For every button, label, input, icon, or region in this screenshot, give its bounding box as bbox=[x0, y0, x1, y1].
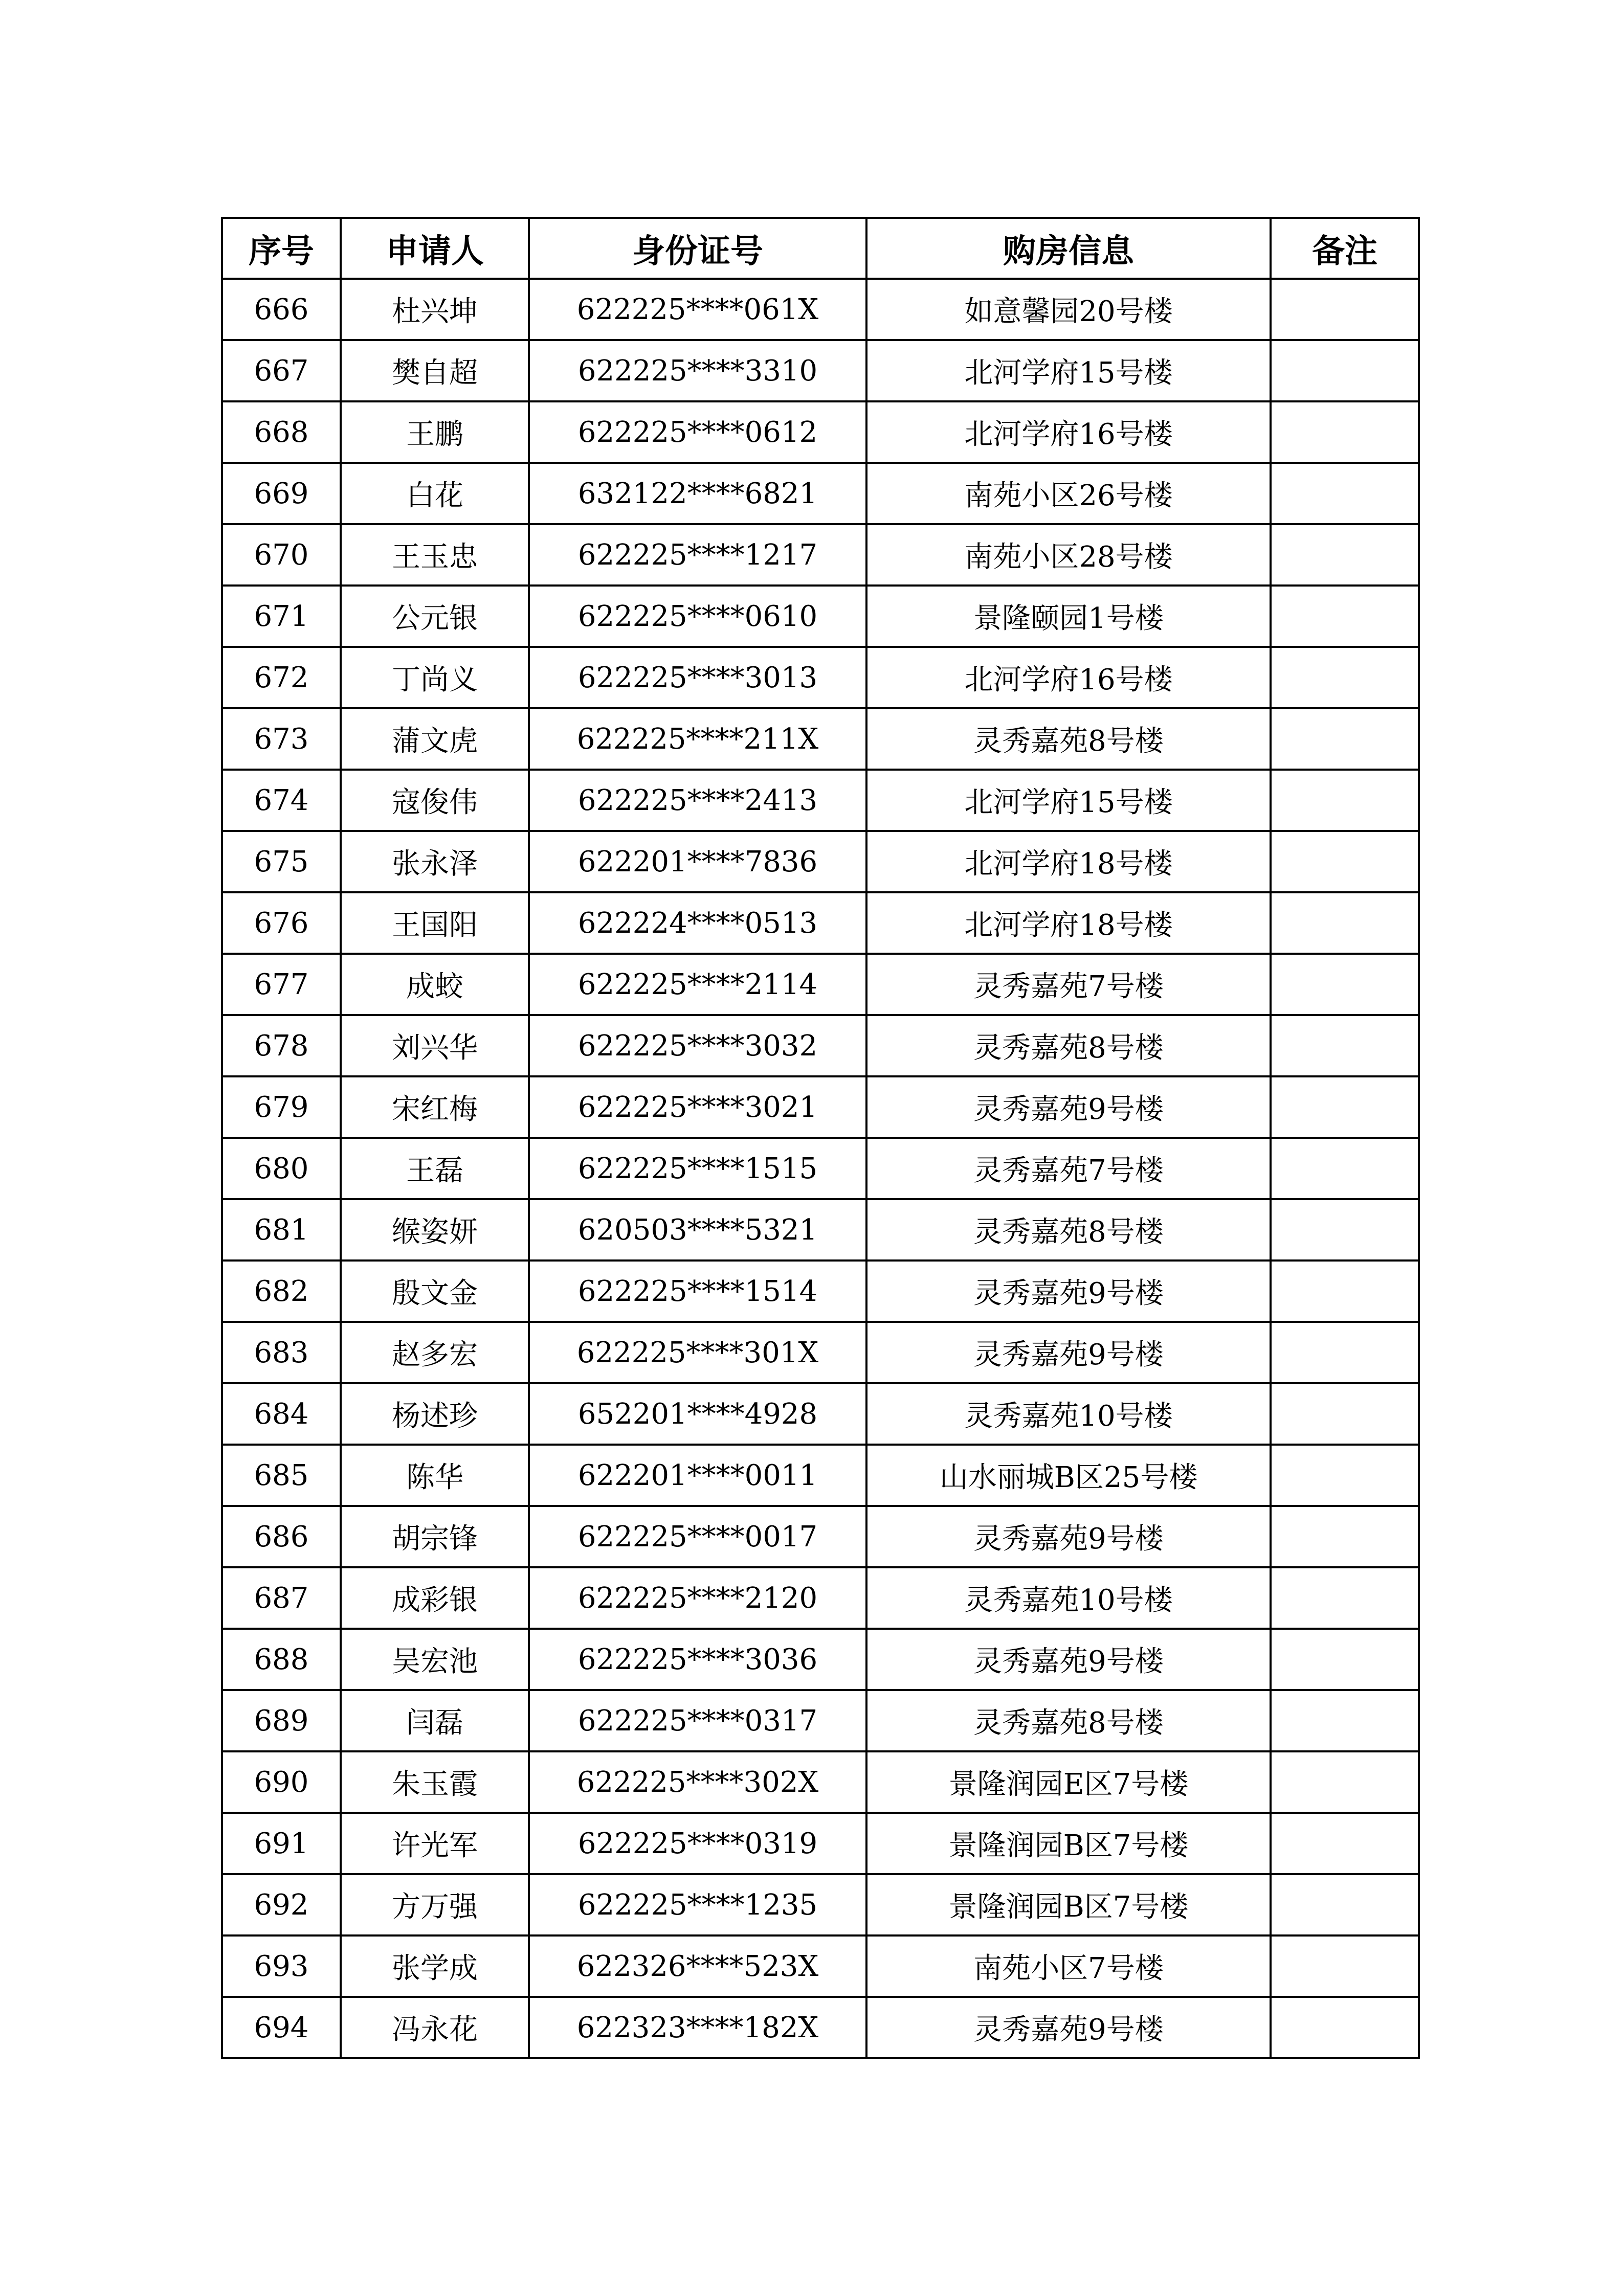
cell-name: 张永泽 bbox=[341, 831, 529, 892]
cell-id: 622225****0317 bbox=[529, 1690, 866, 1751]
cell-name: 丁尚义 bbox=[341, 647, 529, 708]
cell-id: 622225****3310 bbox=[529, 340, 866, 401]
cell-id: 622225****302X bbox=[529, 1751, 866, 1813]
cell-id: 622225****2413 bbox=[529, 770, 866, 831]
cell-note bbox=[1271, 1874, 1419, 1935]
cell-note bbox=[1271, 1260, 1419, 1322]
cell-no: 688 bbox=[222, 1629, 341, 1690]
table-row bbox=[222, 1383, 1419, 1445]
table-row bbox=[222, 463, 1419, 524]
cell-house: 灵秀嘉苑8号楼 bbox=[866, 708, 1271, 770]
cell-name: 公元银 bbox=[341, 586, 529, 647]
cell-house: 南苑小区7号楼 bbox=[866, 1935, 1271, 1997]
table-row bbox=[222, 708, 1419, 770]
cell-note bbox=[1271, 1997, 1419, 2058]
cell-house: 灵秀嘉苑10号楼 bbox=[866, 1567, 1271, 1629]
cell-id: 622225****1217 bbox=[529, 524, 866, 586]
cell-note bbox=[1271, 1935, 1419, 1997]
cell-no: 693 bbox=[222, 1935, 341, 1997]
cell-name: 方万强 bbox=[341, 1874, 529, 1935]
header-name: 申请人 bbox=[341, 218, 529, 279]
cell-id: 622323****182X bbox=[529, 1997, 866, 2058]
cell-house: 南苑小区28号楼 bbox=[866, 524, 1271, 586]
cell-note bbox=[1271, 279, 1419, 340]
table-row bbox=[222, 831, 1419, 892]
cell-no: 680 bbox=[222, 1138, 341, 1199]
cell-note bbox=[1271, 586, 1419, 647]
cell-house: 北河学府16号楼 bbox=[866, 401, 1271, 463]
cell-id: 622201****7836 bbox=[529, 831, 866, 892]
cell-note bbox=[1271, 1690, 1419, 1751]
cell-note bbox=[1271, 1629, 1419, 1690]
cell-id: 622225****0610 bbox=[529, 586, 866, 647]
cell-id: 622225****3013 bbox=[529, 647, 866, 708]
cell-name: 王国阳 bbox=[341, 892, 529, 954]
cell-name: 刘兴华 bbox=[341, 1015, 529, 1076]
cell-house: 灵秀嘉苑8号楼 bbox=[866, 1690, 1271, 1751]
cell-id: 632122****6821 bbox=[529, 463, 866, 524]
cell-no: 683 bbox=[222, 1322, 341, 1383]
cell-name: 杨述珍 bbox=[341, 1383, 529, 1445]
cell-id: 622225****3032 bbox=[529, 1015, 866, 1076]
table-row bbox=[222, 1813, 1419, 1874]
cell-house: 灵秀嘉苑9号楼 bbox=[866, 1076, 1271, 1138]
cell-note bbox=[1271, 1813, 1419, 1874]
cell-note bbox=[1271, 524, 1419, 586]
table-row bbox=[222, 770, 1419, 831]
table-header-row bbox=[222, 218, 1419, 279]
cell-name: 殷文金 bbox=[341, 1260, 529, 1322]
cell-id: 622225****2120 bbox=[529, 1567, 866, 1629]
cell-no: 670 bbox=[222, 524, 341, 586]
cell-house: 北河学府15号楼 bbox=[866, 340, 1271, 401]
cell-note bbox=[1271, 1076, 1419, 1138]
cell-no: 666 bbox=[222, 279, 341, 340]
table-row bbox=[222, 1997, 1419, 2058]
cell-note bbox=[1271, 770, 1419, 831]
cell-no: 675 bbox=[222, 831, 341, 892]
cell-no: 694 bbox=[222, 1997, 341, 2058]
table-row bbox=[222, 279, 1419, 340]
cell-no: 668 bbox=[222, 401, 341, 463]
cell-name: 朱玉霞 bbox=[341, 1751, 529, 1813]
cell-note bbox=[1271, 1138, 1419, 1199]
cell-id: 622225****2114 bbox=[529, 954, 866, 1015]
cell-name: 胡宗锋 bbox=[341, 1506, 529, 1567]
table-row bbox=[222, 1015, 1419, 1076]
cell-no: 685 bbox=[222, 1445, 341, 1506]
cell-no: 687 bbox=[222, 1567, 341, 1629]
cell-name: 张学成 bbox=[341, 1935, 529, 1997]
cell-note bbox=[1271, 463, 1419, 524]
cell-name: 成蛟 bbox=[341, 954, 529, 1015]
cell-house: 灵秀嘉苑10号楼 bbox=[866, 1383, 1271, 1445]
cell-house: 如意馨园20号楼 bbox=[866, 279, 1271, 340]
cell-no: 673 bbox=[222, 708, 341, 770]
cell-no: 681 bbox=[222, 1199, 341, 1260]
cell-no: 682 bbox=[222, 1260, 341, 1322]
cell-id: 622225****1235 bbox=[529, 1874, 866, 1935]
cell-name: 缑姿妍 bbox=[341, 1199, 529, 1260]
cell-no: 669 bbox=[222, 463, 341, 524]
cell-name: 樊自超 bbox=[341, 340, 529, 401]
cell-no: 667 bbox=[222, 340, 341, 401]
cell-note bbox=[1271, 1751, 1419, 1813]
cell-note bbox=[1271, 1199, 1419, 1260]
table-row bbox=[222, 524, 1419, 586]
table-row bbox=[222, 1199, 1419, 1260]
cell-name: 王磊 bbox=[341, 1138, 529, 1199]
cell-name: 闫磊 bbox=[341, 1690, 529, 1751]
cell-house: 南苑小区26号楼 bbox=[866, 463, 1271, 524]
cell-note bbox=[1271, 954, 1419, 1015]
cell-id: 622225****0612 bbox=[529, 401, 866, 463]
cell-note bbox=[1271, 340, 1419, 401]
cell-id: 622225****3036 bbox=[529, 1629, 866, 1690]
cell-house: 北河学府15号楼 bbox=[866, 770, 1271, 831]
cell-id: 620503****5321 bbox=[529, 1199, 866, 1260]
header-no: 序号 bbox=[222, 218, 341, 279]
cell-no: 690 bbox=[222, 1751, 341, 1813]
cell-name: 白花 bbox=[341, 463, 529, 524]
cell-note bbox=[1271, 1567, 1419, 1629]
cell-note bbox=[1271, 831, 1419, 892]
applicant-table bbox=[221, 217, 1420, 2059]
cell-note bbox=[1271, 1506, 1419, 1567]
cell-no: 689 bbox=[222, 1690, 341, 1751]
table-row bbox=[222, 340, 1419, 401]
cell-name: 许光军 bbox=[341, 1813, 529, 1874]
cell-note bbox=[1271, 1015, 1419, 1076]
cell-house: 景隆颐园1号楼 bbox=[866, 586, 1271, 647]
cell-house: 灵秀嘉苑7号楼 bbox=[866, 1138, 1271, 1199]
cell-id: 652201****4928 bbox=[529, 1383, 866, 1445]
table-row bbox=[222, 1874, 1419, 1935]
cell-no: 672 bbox=[222, 647, 341, 708]
table-row bbox=[222, 586, 1419, 647]
table-row bbox=[222, 1629, 1419, 1690]
table-row bbox=[222, 401, 1419, 463]
cell-house: 景隆润园E区7号楼 bbox=[866, 1751, 1271, 1813]
cell-house: 灵秀嘉苑9号楼 bbox=[866, 1506, 1271, 1567]
cell-no: 676 bbox=[222, 892, 341, 954]
table-row bbox=[222, 1751, 1419, 1813]
header-id: 身份证号 bbox=[529, 218, 866, 279]
table-row bbox=[222, 1445, 1419, 1506]
cell-id: 622225****301X bbox=[529, 1322, 866, 1383]
table-row bbox=[222, 892, 1419, 954]
cell-name: 寇俊伟 bbox=[341, 770, 529, 831]
cell-house: 景隆润园B区7号楼 bbox=[866, 1874, 1271, 1935]
header-note: 备注 bbox=[1271, 218, 1419, 279]
cell-id: 622224****0513 bbox=[529, 892, 866, 954]
cell-no: 684 bbox=[222, 1383, 341, 1445]
cell-note bbox=[1271, 1322, 1419, 1383]
cell-no: 686 bbox=[222, 1506, 341, 1567]
cell-id: 622225****211X bbox=[529, 708, 866, 770]
cell-name: 陈华 bbox=[341, 1445, 529, 1506]
cell-note bbox=[1271, 1383, 1419, 1445]
cell-no: 679 bbox=[222, 1076, 341, 1138]
cell-house: 灵秀嘉苑7号楼 bbox=[866, 954, 1271, 1015]
cell-name: 成彩银 bbox=[341, 1567, 529, 1629]
cell-house: 山水丽城B区25号楼 bbox=[866, 1445, 1271, 1506]
cell-no: 674 bbox=[222, 770, 341, 831]
cell-name: 蒲文虎 bbox=[341, 708, 529, 770]
cell-name: 赵多宏 bbox=[341, 1322, 529, 1383]
cell-house: 灵秀嘉苑8号楼 bbox=[866, 1015, 1271, 1076]
cell-id: 622326****523X bbox=[529, 1935, 866, 1997]
cell-name: 吴宏池 bbox=[341, 1629, 529, 1690]
cell-house: 灵秀嘉苑9号楼 bbox=[866, 1629, 1271, 1690]
cell-note bbox=[1271, 708, 1419, 770]
cell-house: 北河学府18号楼 bbox=[866, 892, 1271, 954]
cell-house: 北河学府16号楼 bbox=[866, 647, 1271, 708]
cell-house: 灵秀嘉苑9号楼 bbox=[866, 1322, 1271, 1383]
table-row bbox=[222, 1690, 1419, 1751]
cell-name: 王玉忠 bbox=[341, 524, 529, 586]
cell-note bbox=[1271, 892, 1419, 954]
cell-house: 景隆润园B区7号楼 bbox=[866, 1813, 1271, 1874]
cell-id: 622225****061X bbox=[529, 279, 866, 340]
cell-no: 678 bbox=[222, 1015, 341, 1076]
cell-id: 622225****1514 bbox=[529, 1260, 866, 1322]
cell-no: 677 bbox=[222, 954, 341, 1015]
table-row bbox=[222, 1322, 1419, 1383]
cell-house: 北河学府18号楼 bbox=[866, 831, 1271, 892]
cell-house: 灵秀嘉苑9号楼 bbox=[866, 1260, 1271, 1322]
cell-id: 622225****1515 bbox=[529, 1138, 866, 1199]
cell-house: 灵秀嘉苑8号楼 bbox=[866, 1199, 1271, 1260]
cell-id: 622225****0319 bbox=[529, 1813, 866, 1874]
table-row bbox=[222, 954, 1419, 1015]
cell-name: 王鹏 bbox=[341, 401, 529, 463]
cell-no: 671 bbox=[222, 586, 341, 647]
table-row bbox=[222, 1076, 1419, 1138]
cell-name: 杜兴坤 bbox=[341, 279, 529, 340]
cell-id: 622225****0017 bbox=[529, 1506, 866, 1567]
header-house: 购房信息 bbox=[866, 218, 1271, 279]
cell-house: 灵秀嘉苑9号楼 bbox=[866, 1997, 1271, 2058]
table-row bbox=[222, 1935, 1419, 1997]
cell-no: 692 bbox=[222, 1874, 341, 1935]
table-row bbox=[222, 1506, 1419, 1567]
table-row bbox=[222, 1567, 1419, 1629]
cell-name: 冯永花 bbox=[341, 1997, 529, 2058]
cell-note bbox=[1271, 1445, 1419, 1506]
cell-id: 622225****3021 bbox=[529, 1076, 866, 1138]
table-row bbox=[222, 647, 1419, 708]
cell-name: 宋红梅 bbox=[341, 1076, 529, 1138]
table-row bbox=[222, 1138, 1419, 1199]
cell-note bbox=[1271, 401, 1419, 463]
table-row bbox=[222, 1260, 1419, 1322]
cell-id: 622201****0011 bbox=[529, 1445, 866, 1506]
cell-no: 691 bbox=[222, 1813, 341, 1874]
cell-note bbox=[1271, 647, 1419, 708]
